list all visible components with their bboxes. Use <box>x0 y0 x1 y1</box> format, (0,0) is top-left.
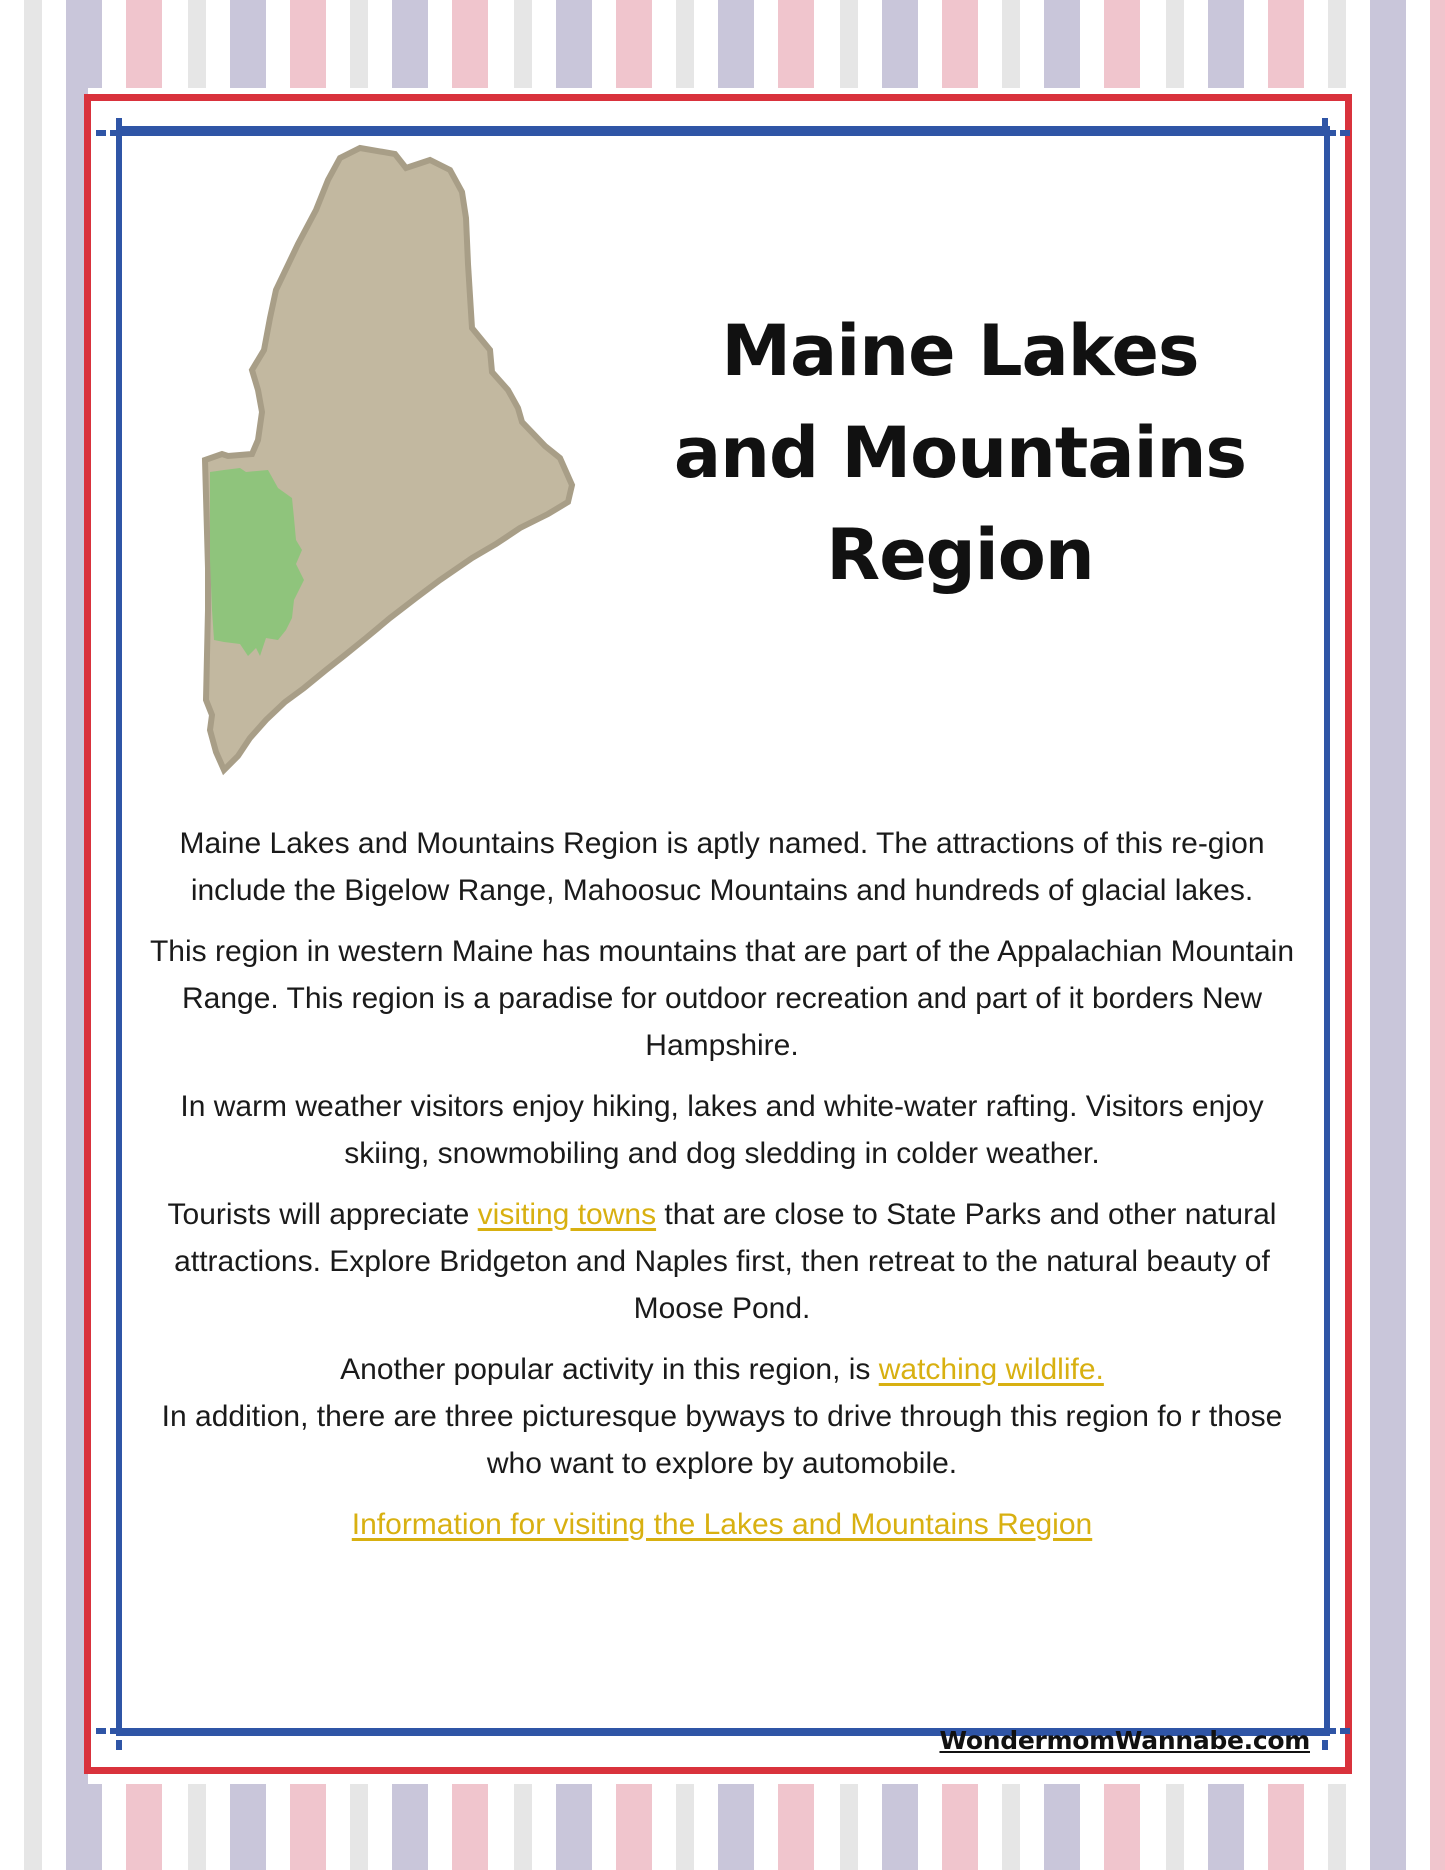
title-line-3: Region <box>826 514 1094 596</box>
title-line-1: Maine Lakes <box>721 310 1199 392</box>
watching-wildlife-link[interactable]: watching wildlife. <box>878 1353 1104 1386</box>
visiting-towns-link[interactable]: visiting towns <box>477 1198 657 1231</box>
paragraph-intro: Maine Lakes and Mountains Region is aptly named. The attractions of this re-gion include the Bigelow Range, Mahoosuc Mountains and hundreds of glacial lakes. <box>179 827 1265 907</box>
frame-dash <box>96 130 106 136</box>
paragraph-info-link <box>136 1501 1308 1548</box>
article-body <box>136 820 1308 1562</box>
paragraph-wildlife <box>136 1346 1308 1393</box>
frame-dash <box>1322 118 1328 128</box>
paragraph-appalachian: This region in western Maine has mountains that are part of the Appalachian Mountain Range. This region is a paradise for outdoor recreation and part of it borders New Hampshire. <box>149 935 1294 1062</box>
towns-text-before: Tourists will appreciate <box>167 1198 478 1231</box>
page-title <box>640 300 1280 606</box>
frame-dash <box>1322 1740 1328 1750</box>
frame-dash <box>1340 130 1350 136</box>
frame-dash <box>1340 1728 1350 1734</box>
site-watermark[interactable]: WondermomWannabe.com <box>939 1726 1310 1755</box>
frame-dash <box>96 1728 106 1734</box>
frame-dash <box>116 118 122 128</box>
visitor-info-link[interactable]: Information for visiting the Lakes and Mountains Region <box>351 1508 1093 1541</box>
title-line-2: and Mountains <box>673 412 1247 494</box>
paragraph-activities: In warm weather visitors enjoy hiking, lakes and white-water rafting. Visitors enjoy skiing, snowmobiling and dog sledding in colder weather. <box>180 1090 1264 1170</box>
maine-state-shape <box>205 148 572 770</box>
wildlife-text-before: Another popular activity in this region, is <box>340 1353 879 1386</box>
blue-line-top <box>110 130 1336 136</box>
towns-text-after: that are close to State Parks and other natural attractions. Explore Bridgeton and Naples first, then retreat to the natural beauty of Moose Pond. <box>174 1198 1277 1325</box>
frame-dash <box>116 1740 122 1750</box>
maine-region-map <box>200 140 670 800</box>
paragraph-byways: In addition, there are three picturesque byways to drive through this region fo r those who want to explore by automobile. <box>161 1400 1283 1480</box>
paragraph-towns <box>136 1191 1308 1332</box>
